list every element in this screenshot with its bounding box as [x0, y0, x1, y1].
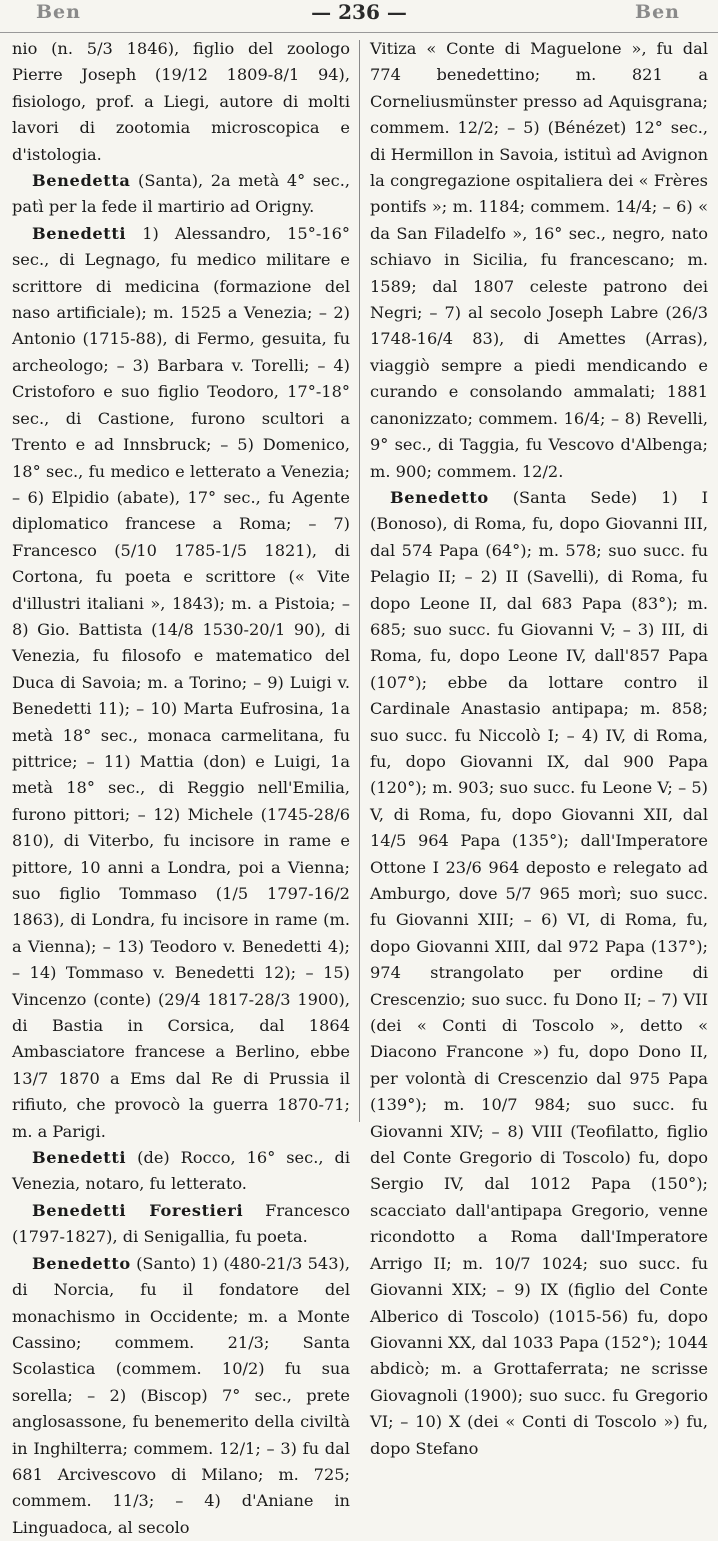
entry-text: Francesco (1797-1827), di Senigallia, fu poeta.	[12, 1200, 350, 1247]
page-number: — 236 —	[311, 0, 407, 24]
entry-text: 1) Alessandro, 15°-16° sec., di Legnago, fu medico militare e scrittore di medicina (formazione del naso artificiale); m. 1525 a Venezia; – 2) Antonio (1715-88), di Fermo, gesuita, fu archeologo; – 3) Barbara v. Torelli; – 4) Cristoforo e suo figlio Teodoro, 17°-18° sec., di Castione, furono scultori a Trento e ad Innsbruck; – 5) Domenico, 18° sec., fu medico e letterato a Venezia; – 6) Elpidio (abate), 17° sec., fu Agente diplomatico francese a Roma; – 7) Francesco (5/10 1785-1/5 1821), di Cortona, fu poeta e scrittore (« Vite d'illustri italiani », 1843); m. a Pistoia; – 8) Gio. Battista (14/8 1530-20/1 90), di Venezia, fu filosofo e matematico del Duca di Savoia; m. a Torino; – 9) Luigi v. Benedetti 11); – 10) Marta Eufrosina, 1a metà 18° sec., monaca carmelitana, fu pittrice; – 11) Mattia (don) e Luigi, 1a metà 18° sec., di Reggio nell'Emilia, furono pittori; – 12) Michele (1745-28/6 810), di Viterbo, fu incisore in rame e pittore, 10 anni a Londra, poi a Vienna; suo figlio Tommaso (1/5 1797-16/2 1863), di Londra, fu incisore in rame (m. a Vienna); – 13) Teodoro v. Benedetti 4); – 14) Tommaso v. Benedetti 12); – 15) Vincenzo (conte) (29/4 1817-28/3 1900), di Bastia in Corsica, dal 1864 Ambasciatore francese a Berlino, ebbe 13/7 1870 a Ems dal Re di Prussia il rifiuto, che provocò la guerra 1870-71; m. a Parigi.	[12, 223, 350, 1141]
entry-text: (Santo) 1) (480-21/3 543), di Norcia, fu il fondatore del monachismo in Occidente; m. a Monte Cassino; commem. 21/3; Santa Scolastica (commem. 10/2) fu sua sorella; – 2) (Biscop) 7° sec., prete anglosassone, fu benemerito della civiltà in Inghilterra; commem. 12/1; – 3) fu dal 681 Arcivescovo di Milano; m. 725; commem. 11/3; – 4) d'Aniane in Linguadoca, al secolo	[12, 1253, 350, 1537]
entry-text: nio (n. 5/3 1846), figlio del zoologo Pierre Joseph (19/12 1809-8/1 94), fisiologo, prof. a Liegi, autore di molti lavori di zootomia microscopica e d'istologia.	[12, 39, 350, 164]
entry-headword: Benedetti	[32, 223, 127, 243]
entry-headword: Benedetta	[32, 171, 131, 191]
running-header	[0, 0, 718, 33]
dictionary-entry	[12, 1198, 350, 1251]
entry-headword: Benedetti	[32, 1148, 127, 1168]
dictionary-entry	[12, 36, 350, 168]
entry-text: (Santa Sede) 1) I (Bonoso), di Roma, fu, dopo Giovanni III, dal 574 Papa (64°); m. 578; suo succ. fu Pelagio II; – 2) II (Savelli), di Roma, fu dopo Leone II, dal 683 Papa (83°); m. 685; suo succ. fu Giovanni V; – 3) III, di Roma, fu, dopo Leone IV, dall'857 Papa (107°); ebbe da lottare contro il Cardinale Anastasio antipapa; m. 858; suo succ. fu Niccolò I; – 4) IV, di Roma, fu, dopo Giovanni IX, dal 900 Papa (120°); m. 903; suo succ. fu Leone V; – 5) V, di Roma, fu, dopo Giovanni XII, dal 14/5 964 Papa (135°); dall'Imperatore Ottone I 23/6 964 deposto e relegato ad Amburgo, dove 5/7 965 morì; suo succ. fu Giovanni XIII; – 6) VI, di Roma, fu, dopo Giovanni XIII, dal 972 Papa (137°); 974 strangolato per ordine di Crescenzio; suo succ. fu Dono II; – 7) VII (dei « Conti di Toscolo », detto « Diacono Francone ») fu, dopo Dono II, per volontà di Crescenzio dal 975 Papa (139°); m. 10/7 984; suo succ. fu Giovanni XIV; – 8) VIII (Teofilatto, figlio del Conte Gregorio di Toscolo) fu, dopo Sergio IV, dal 1012 Papa (150°); scacciato dall'antipapa Gregorio, venne ricondotto a Roma dall'Imperatore Arrigo II; m. 10/7 1024; suo succ. fu Giovanni XIX; – 9) IX (figlio del Conte Alberico di Toscolo) (1015-56) fu, dopo Giovanni XX, dal 1033 Papa (152°); 1044 abdicò; m. a Grottaferrata; ne scrisse Giovagnoli (1900); suo succ. fu Gregorio VI; – 10) X (dei « Conti di Toscolo ») fu, dopo Stefano	[370, 487, 708, 1458]
entry-headword: Benedetto	[390, 487, 489, 507]
dictionary-entry	[370, 485, 708, 1462]
dictionary-entry	[12, 168, 350, 221]
dictionary-entry	[370, 36, 708, 485]
entry-text: Vitiza « Conte di Maguelone », fu dal 774 benedettino; m. 821 a Corneliusmünster presso ad Aquisgrana; commem. 12/2; – 5) (Bénézet) 12° sec., di Hermillon in Savoia, istituì ad Avignon la congregazione ospitaliera dei « Frères pontifs »; m. 1184; commem. 14/4; – 6) « da San Filadelfo », 16° sec., negro, nato schiavo in Sicilia, fu francescano; m. 1589; dal 1807 celeste patrono dei Negri; – 7) al secolo Joseph Labre (26/3 1748-16/4 83), di Amettes (Arras), viaggiò sempre a piedi mendicando e curando e consolando ammalati; 1881 canonizzato; commem. 16/4; – 8) Revelli, 9° sec., di Taggia, fu Vescovo d'Albenga; m. 900; commem. 12/2.	[370, 39, 708, 481]
column-divider	[359, 40, 360, 1122]
left-column	[12, 36, 350, 1541]
entry-text: (de) Rocco, 16° sec., di Venezia, notaro, fu letterato.	[12, 1148, 350, 1194]
dictionary-entry	[12, 221, 350, 1145]
entry-text: (Santa), 2a metà 4° sec., patì per la fede il martirio ad Origny.	[12, 171, 350, 217]
right-column	[370, 36, 708, 1462]
header-right-word: Ben	[635, 1, 680, 23]
header-left-word: Ben	[36, 1, 81, 23]
dictionary-entry	[12, 1251, 350, 1541]
entry-headword: Benedetto	[32, 1253, 131, 1273]
dictionary-entry	[12, 1145, 350, 1198]
entry-headword: Benedetti Forestieri	[32, 1200, 244, 1220]
